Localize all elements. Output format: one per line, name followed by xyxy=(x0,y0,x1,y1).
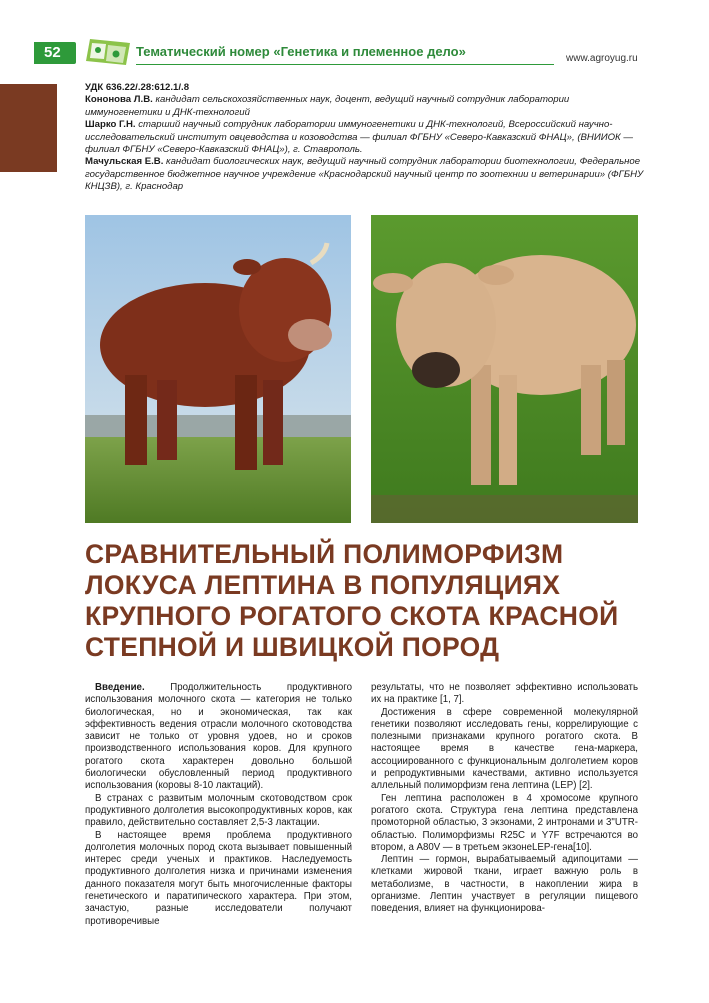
section-lead: Введение. xyxy=(95,682,145,693)
author-1 xyxy=(85,94,645,119)
paragraph: В настоящее время проблема продуктивного долголетия молочных пород скота вызывает повышенный интерес среди ученых и практиков. Наследуемость продуктивного долголетия низка и причинами изменения данного показателя могут быть многочисленные факторы генетического и паратипического характера. При этом, зачастую, разные исследователи получают противоречивые xyxy=(85,829,352,927)
photo-red-steppe-cow xyxy=(85,215,351,523)
site-url: www.agroyug.ru xyxy=(566,53,638,64)
paragraph-text: Продолжительность продуктивного использования молочного скота — категория не только биологическая, но и экономическая, так как эффективность ведения отрасли молочного скотоводства зависит не только от уровня удоев, но и сроков производственного использования коров. Для крупного рогатого скота характерен довольно большой биологически обусловленный период продуктивного использования (коровы 8-10 лактаций). xyxy=(85,682,352,792)
paragraph: В странах с развитым молочным скотоводством срок продуктивного долголетия высокопродуктивных коров, как правило, действительно составляет 2,5-3 лактации. xyxy=(85,792,352,829)
author-info: кандидат биологических наук, ведущий научный сотрудник лаборатории биотехнологии, Федеральное государственное бюджетное научное учреждение «Краснодарский научный центр по зоотехнии и ветеринарии» (ФГБНУ КНЦЗВ), г. Краснодар xyxy=(85,156,644,193)
author-name: Кононова Л.В. xyxy=(85,94,153,106)
paragraph: Лептин — гормон, вырабатываемый адипоцитами — клетками жировой ткани, играет важную роль в метаболизме, в частности, в накоплении жира в организме. Лептин участвует в регуляции пищевого поведения, влияет на функционирова- xyxy=(371,854,638,915)
paragraph: Ген лептина расположен в 4 хромосоме крупного рогатого скота. Структура гена лептина представлена промоторной областью, 3 экзонами, 2 интронами и 3"UTR-областью. Полиморфизмы R25C и Y7F встречаются во втором, а A80V — в третьем экзонеLEP-гена[10]. xyxy=(371,792,638,853)
author-info: кандидат сельскохозяйственных наук, доцент, ведущий научный сотрудник лаборатории иммуногенетики и ДНК-технологий xyxy=(85,94,570,118)
article-title xyxy=(85,539,645,663)
author-name: Мачульская Е.В. xyxy=(85,156,164,168)
issue-title: Тематический номер «Генетика и племенное дело» xyxy=(136,44,466,59)
paragraph: Достижения в сфере современной молекулярной генетики позволяют исследовать гены, коррелирующие с полезными признаками крупного рогатого скота. В настоящее время в качестве гена-маркера, ассоциированного с функциональным долголетием коров и репродуктивными качествами, активно используется аллельный полиморфизм гена лептина (LEP) [2]. xyxy=(371,706,638,792)
author-3 xyxy=(85,156,645,193)
photo-brown-swiss-cow xyxy=(371,215,638,523)
page-header xyxy=(0,40,709,66)
title-line: ЛОКУСА ЛЕПТИНА В ПОПУЛЯЦИЯХ xyxy=(85,570,561,600)
magazine-logo-icon xyxy=(86,37,132,67)
body-column-right xyxy=(371,682,638,916)
author-2 xyxy=(85,119,645,156)
paragraph: результаты, что не позволяет эффективно использовать их на практике [1, 7]. xyxy=(371,682,638,706)
title-line: СТЕПНОЙ И ШВИЦКОЙ ПОРОД xyxy=(85,632,500,662)
header-rule xyxy=(136,64,554,65)
title-line: СРАВНИТЕЛЬНЫЙ ПОЛИМОРФИЗМ xyxy=(85,539,564,569)
side-accent-bar xyxy=(0,84,57,172)
paragraph xyxy=(85,682,352,793)
title-line: КРУПНОГО РОГАТОГО СКОТА КРАСНОЙ xyxy=(85,601,619,631)
udk-code: УДК 636.22/.28:612.1/.8 xyxy=(85,82,190,93)
author-info: старший научный сотрудник лаборатории иммуногенетики и ДНК-технологий, Всероссийский научно-исследовательский институт овцеводства и козоводства — филиал ФГБНУ «Северо-Кавказский ФНАЦ», (ВНИИОК — филиал ФГБНУ «Северо-Кавказский ФНАЦ»), г. Ставрополь. xyxy=(85,119,633,156)
article-meta xyxy=(85,82,645,194)
author-name: Шарко Г.Н. xyxy=(85,119,136,131)
page-number: 52 xyxy=(34,42,76,64)
body-column-left xyxy=(85,682,352,928)
